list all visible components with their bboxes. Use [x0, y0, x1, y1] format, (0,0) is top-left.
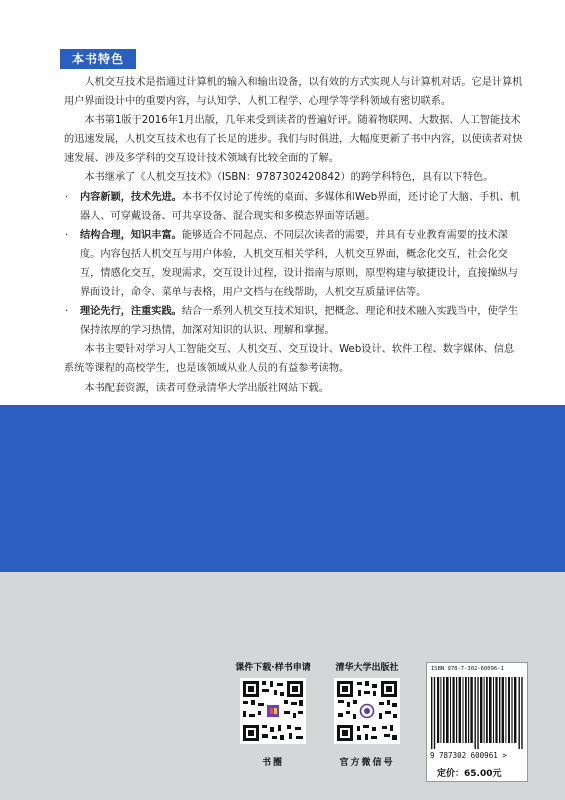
bullet-dot-icon: · [65, 229, 69, 241]
barcode-icon [431, 677, 523, 749]
qr-left-caption: 课件下载·样书申请 [235, 663, 311, 673]
qr-left-group [235, 660, 311, 768]
intro-paragraph: 人机交互技术是指通过计算机的输入和输出设备，以有效的方式实现人与计算机对话。它是计算机用户界面设计中的重要内容，与认知学、人机工程学、心理学等学科领域有密切联系。 [64, 77, 523, 108]
qr-right-group [334, 660, 400, 768]
feature-title: 结构合理，知识丰富。 [80, 229, 182, 241]
feature-text: 能够适合不同起点、不同层次读者的需要，并具有专业教育需要的技术深度。内容包括人机交互与用户体验，人机交互相关学科，人机交互界面，概念化交互，社会化交互，情感化交互，发现需求，交互设计过程，设计指南与原则，原型构建与敏捷设计，直接操纵与界面设计，命令、菜单与表格，用户文档与在线帮助，人机交互质量评估等。 [80, 229, 519, 299]
qr-right-label: 官方微信号 [339, 758, 395, 768]
features-text [64, 73, 524, 398]
bullet-dot-icon: · [65, 306, 69, 318]
audience-paragraph: 本书主要针对学习人工智能交互、人机交互、交互设计、Web设计、软件工程、数字媒体、信息系统等课程的高校学生，也是该领域从业人员的有益参考读物。 [64, 344, 515, 375]
isbn-barcode-box [426, 662, 528, 782]
history-paragraph: 本书第1版于2016年1月出版，几年来受到读者的普遍好评。随着物联网、大数据、人工智能技术的迅速发展，人机交互技术也有了长足的进步。我们与时俱进，大幅度更新了书中内容，以使读者对快速发展、涉及多学科的交互设计技术领域有比较全面的了解。 [64, 115, 523, 165]
feature-title: 内容新颖，技术先进。 [80, 191, 182, 203]
qr-code-icon [240, 678, 306, 744]
qr-code-icon [334, 678, 400, 744]
feature-text: 结合一系列人机交互技术知识，把概念、理论和技术融入实践当中，使学生保持浓厚的学习热情，加深对知识的认识、理解和掌握。 [80, 306, 519, 337]
resources-paragraph: 本书配套资源，读者可登录清华大学出版社网站下载。 [84, 382, 329, 394]
feature-title: 理论先行，注重实践。 [80, 306, 182, 318]
feature-item [64, 302, 524, 340]
feature-item [64, 188, 524, 226]
feature-text: 本书不仅讨论了传统的桌面、多媒体和Web界面，还讨论了大脑、手机、机器人、可穿戴设备、可共享设备、混合现实和多模态界面等话题。 [80, 191, 520, 222]
features-heading: 本书特色 [60, 49, 136, 69]
feature-item [64, 226, 524, 302]
blue-band [0, 405, 565, 572]
bullet-dot-icon: · [65, 191, 69, 203]
price-label: 定价：65.00元 [437, 769, 502, 779]
qr-right-caption: 清华大学出版社 [335, 663, 399, 673]
isbn-text: ISBN 978-7-302-60096-1 [431, 666, 504, 672]
inherit-paragraph: 本书继承了《人机交互技术》（ISBN：9787302420842）的跨学科特色，具有以下特色。 [84, 172, 494, 184]
feature-list [64, 188, 524, 341]
qr-left-label: 书圈 [261, 758, 284, 768]
isbn-digits: 9 787302 600961 > [430, 751, 507, 760]
